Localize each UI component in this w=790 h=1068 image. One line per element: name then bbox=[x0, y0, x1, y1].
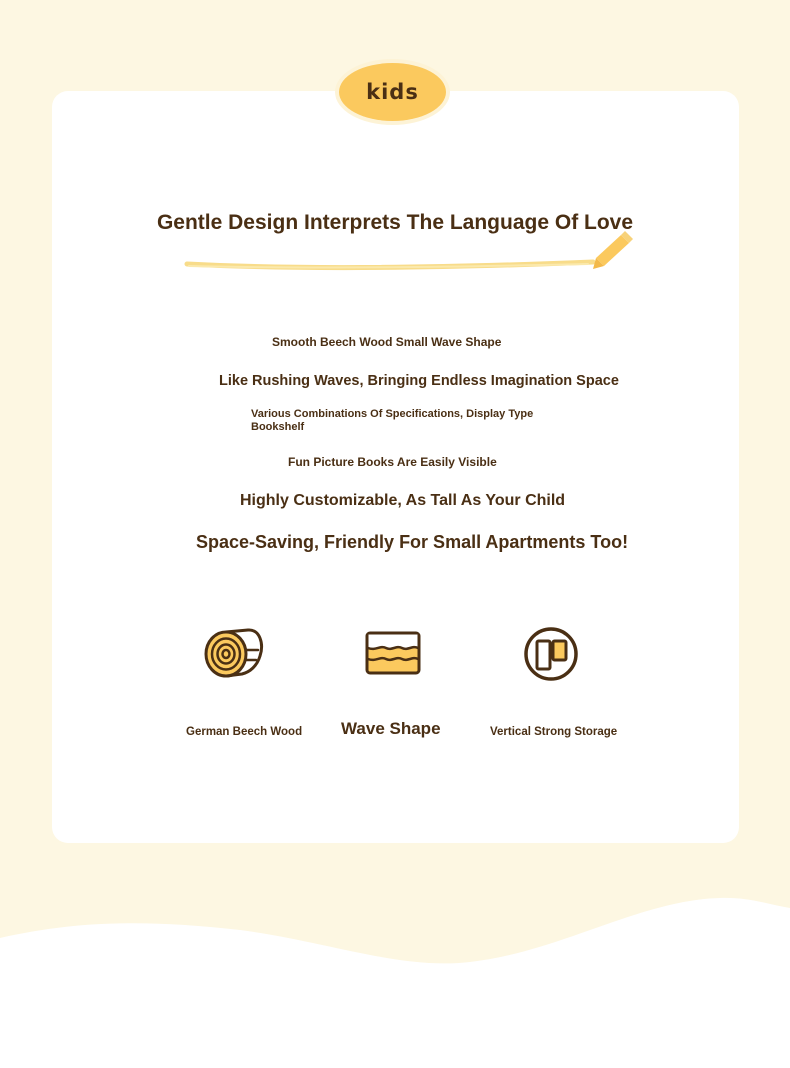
pencil-underline-decoration bbox=[183, 226, 635, 274]
bookshelf-icon bbox=[522, 624, 580, 684]
bottom-wave-decoration bbox=[0, 880, 790, 1068]
feature-label-vertical-storage: Vertical Strong Storage bbox=[490, 726, 618, 738]
pencil-icon bbox=[593, 231, 633, 269]
badge-label: kids bbox=[366, 80, 419, 104]
feature-line-4: Fun Picture Books Are Easily Visible bbox=[288, 455, 497, 469]
feature-label-wave-shape: Wave Shape bbox=[341, 719, 441, 738]
feature-line-1: Smooth Beech Wood Small Wave Shape bbox=[272, 335, 502, 349]
wave-icon bbox=[362, 628, 424, 678]
kids-badge bbox=[339, 63, 446, 121]
feature-line-5: Highly Customizable, As Tall As Your Child bbox=[240, 492, 566, 509]
headline: Gentle Design Interprets The Language Of Love bbox=[156, 211, 634, 234]
feature-line-3: Various Combinations Of Specifications, Display Type Bookshelf bbox=[251, 408, 534, 433]
feature-line-2: Like Rushing Waves, Bringing Endless Imagination Space bbox=[219, 373, 619, 389]
feature-label-beech-wood: German Beech Wood bbox=[186, 726, 303, 738]
feature-line-6: Space-Saving, Friendly For Small Apartments Too! bbox=[196, 532, 629, 552]
log-icon bbox=[202, 624, 266, 684]
